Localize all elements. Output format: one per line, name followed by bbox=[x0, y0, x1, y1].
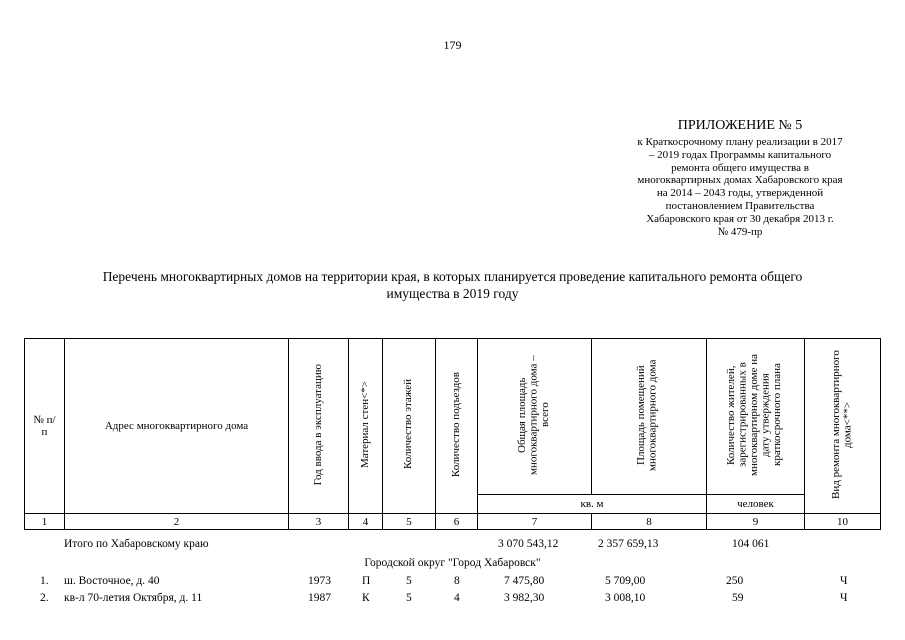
header-year bbox=[289, 339, 349, 514]
houses-table bbox=[24, 338, 881, 530]
table-row bbox=[24, 575, 880, 592]
group-label: Городской округ "Город Хабаровск" bbox=[364, 557, 541, 569]
header-address: Адрес многоквартирного дома bbox=[65, 339, 289, 514]
row-year: 1973 bbox=[308, 575, 331, 587]
unit-area: кв. м bbox=[478, 495, 707, 514]
header-year-text: Год ввода в эксплуатацию bbox=[311, 363, 324, 486]
appendix-line: № 479-пр bbox=[717, 225, 763, 238]
row-entrances: 4 bbox=[454, 592, 460, 604]
column-number: 4 bbox=[349, 514, 383, 530]
appendix-line: на 2014 – 2043 годы, утвержденной bbox=[656, 187, 824, 200]
header-premises-area bbox=[592, 339, 707, 495]
column-number: 10 bbox=[805, 514, 881, 530]
appendix-line: многоквартирных домах Хабаровского края bbox=[637, 174, 843, 187]
column-number: 3 bbox=[289, 514, 349, 530]
total-label: Итого по Хабаровскому краю bbox=[64, 538, 209, 550]
row-entrances: 8 bbox=[454, 575, 460, 587]
total-premises-area: 2 357 659,13 bbox=[598, 538, 659, 550]
header-material-text: Материал стен<*> bbox=[358, 380, 371, 469]
column-number-row bbox=[25, 514, 881, 530]
column-number: 8 bbox=[592, 514, 707, 530]
header-total-area-text: Общая площадь многоквартирного дома – всего bbox=[515, 355, 551, 475]
table-row bbox=[24, 592, 880, 609]
header-floors-text: Количество этажей bbox=[402, 379, 415, 470]
header-premises-area-text: Площадь помещений многоквартирного дома bbox=[635, 359, 659, 471]
column-number: 9 bbox=[707, 514, 805, 530]
row-num: 1. bbox=[40, 575, 49, 587]
header-entrances bbox=[436, 339, 478, 514]
header-repair-type bbox=[805, 339, 881, 514]
row-repair-type: Ч bbox=[840, 575, 848, 587]
column-number: 7 bbox=[478, 514, 592, 530]
header-total-area bbox=[478, 339, 592, 495]
row-total-area: 3 982,30 bbox=[504, 592, 545, 604]
total-residents: 104 061 bbox=[732, 538, 770, 550]
row-residents: 59 bbox=[732, 592, 744, 604]
header-floors bbox=[383, 339, 436, 514]
column-number: 2 bbox=[65, 514, 289, 530]
row-residents: 250 bbox=[726, 575, 744, 587]
row-total-area: 7 475,80 bbox=[504, 575, 545, 587]
appendix-line: постановлением Правительства bbox=[665, 199, 815, 212]
total-total-area: 3 070 543,12 bbox=[498, 538, 559, 550]
page-number: 179 bbox=[443, 38, 462, 52]
column-number: 5 bbox=[383, 514, 436, 530]
header-residents bbox=[707, 339, 805, 495]
row-material: П bbox=[362, 575, 371, 587]
row-premises-area: 3 008,10 bbox=[605, 592, 646, 604]
document-title bbox=[50, 268, 855, 302]
total-row bbox=[24, 538, 880, 555]
row-material: К bbox=[362, 592, 370, 604]
header-material bbox=[349, 339, 383, 514]
appendix-line: Хабаровского края от 30 декабря 2013 г. bbox=[646, 212, 834, 225]
row-repair-type: Ч bbox=[840, 592, 848, 604]
column-number: 1 bbox=[25, 514, 65, 530]
row-premises-area: 5 709,00 bbox=[605, 575, 646, 587]
row-address: ш. Восточное, д. 40 bbox=[64, 575, 160, 587]
header-repair-type-text: Вид ремонта многоквартирного дома<**> bbox=[829, 350, 853, 499]
appendix-line: к Краткосрочному плану реализации в 2017 bbox=[637, 136, 843, 148]
document-title-line: имущества в 2019 году bbox=[386, 286, 519, 301]
appendix-title: ПРИЛОЖЕНИЕ № 5 bbox=[677, 118, 803, 133]
row-floors: 5 bbox=[406, 575, 412, 587]
row-floors: 5 bbox=[406, 592, 412, 604]
row-year: 1987 bbox=[308, 592, 331, 604]
unit-people: человек bbox=[707, 495, 805, 514]
row-address: кв-л 70-летия Октября, д. 11 bbox=[64, 592, 203, 604]
appendix-line: – 2019 годах Программы капитального bbox=[648, 148, 832, 161]
document-title-line: Перечень многоквартирных домов на территории края, в которых планируется проведение капитального ремонта общего bbox=[102, 269, 803, 284]
header-residents-text: Количество жителей, зарегистрированных в многоквартирном доме на дату утверждения краткосрочного плана bbox=[724, 353, 783, 477]
row-num: 2. bbox=[40, 592, 49, 604]
header-entrances-text: Количество подъездов bbox=[449, 371, 462, 478]
header-num: № п/п bbox=[25, 339, 65, 514]
appendix-text bbox=[620, 136, 860, 238]
column-number: 6 bbox=[436, 514, 478, 530]
appendix-line: ремонта общего имущества в bbox=[671, 161, 809, 174]
